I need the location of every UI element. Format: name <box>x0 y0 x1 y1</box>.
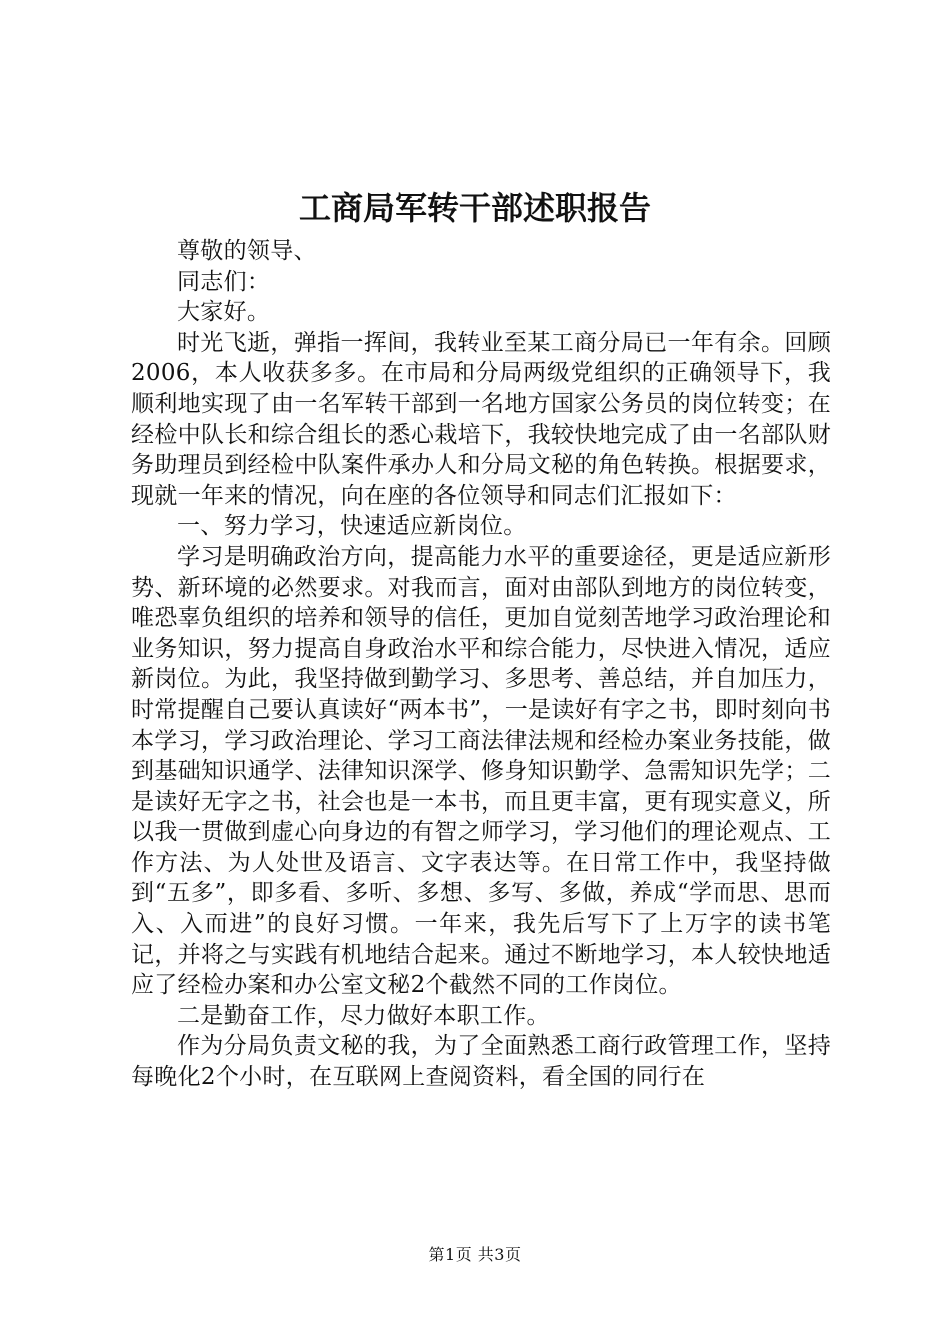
salutation-line-1: 尊敬的领导、 <box>177 238 317 264</box>
greeting: 大家好。 <box>177 299 271 326</box>
study-paragraph: 学习是明确政治方向，提高能力水平的重要途径，更是适应新形势、新环境的必然要求。对我而言，面对由部队到地方的岗位转变，唯恐辜负组织的培养和领导的信任，更加自觉刻苦地学习政治理论和业务知识，努力提高自身政治水平和综合能力，尽快进入情况，适应新岗位。为此，我坚持做到勤学习、多思考、善总结，并自加压力，时常提醒自己要认真读好“两本书”，一是读好有字之书，即时刻向书本学习，学习政治理论、学习工商法律法规和经检办案业务技能，做到基础知识通学、法律知识深学、修身知识勤学、急需知识先学；二是读好无字之书，社会也是一本书，而且更丰富，更有现实意义，所以我一贯做到虚心向身边的有智之师学习，学习他们的理论观点、工作方法、为人处世及语言、文字表达等。在日常工作中，我坚持做到“五多”，即多看、多听、多想、多写、多做，养成“学而思、思而入、入而进”的良好习惯。一年来，我先后写下了上万字的读书笔记，并将之与实践有机地结合起来。通过不断地学习，本人较快地适应了经检办案和办公室文秘2个截然不同的工作岗位。 <box>131 543 831 999</box>
work-paragraph: 作为分局负责文秘的我，为了全面熟悉工商行政管理工作，坚持每晚化2个小时，在互联网上查阅资料，看全国的同行在 <box>131 1033 831 1091</box>
page-footer: 第1页 共3页 <box>428 1245 522 1264</box>
document-title: 工商局军转干部述职报告 <box>298 189 651 227</box>
salutation-line-2: 同志们： <box>177 268 271 295</box>
intro-paragraph: 时光飞逝，弹指一挥间，我转业至某工商分局已一年有余。回顾2006，本人收获多多。在市局和分局两级党组织的正确领导下，我顺利地实现了由一名军转干部到一名地方国家公务员的岗位转变；在经检中队长和综合组长的悉心栽培下，我较快地完成了由一名部队财务助理员到经检中队案件承办人和分局文秘的角色转换。根据要求，现就一年来的情况，向在座的各位领导和同志们汇报如下： <box>131 329 831 509</box>
section-heading-1: 一、努力学习，快速适应新岗位。 <box>177 513 527 540</box>
section-heading-2: 二是勤奋工作，尽力做好本职工作。 <box>177 1002 550 1029</box>
document-body <box>131 236 831 1093</box>
